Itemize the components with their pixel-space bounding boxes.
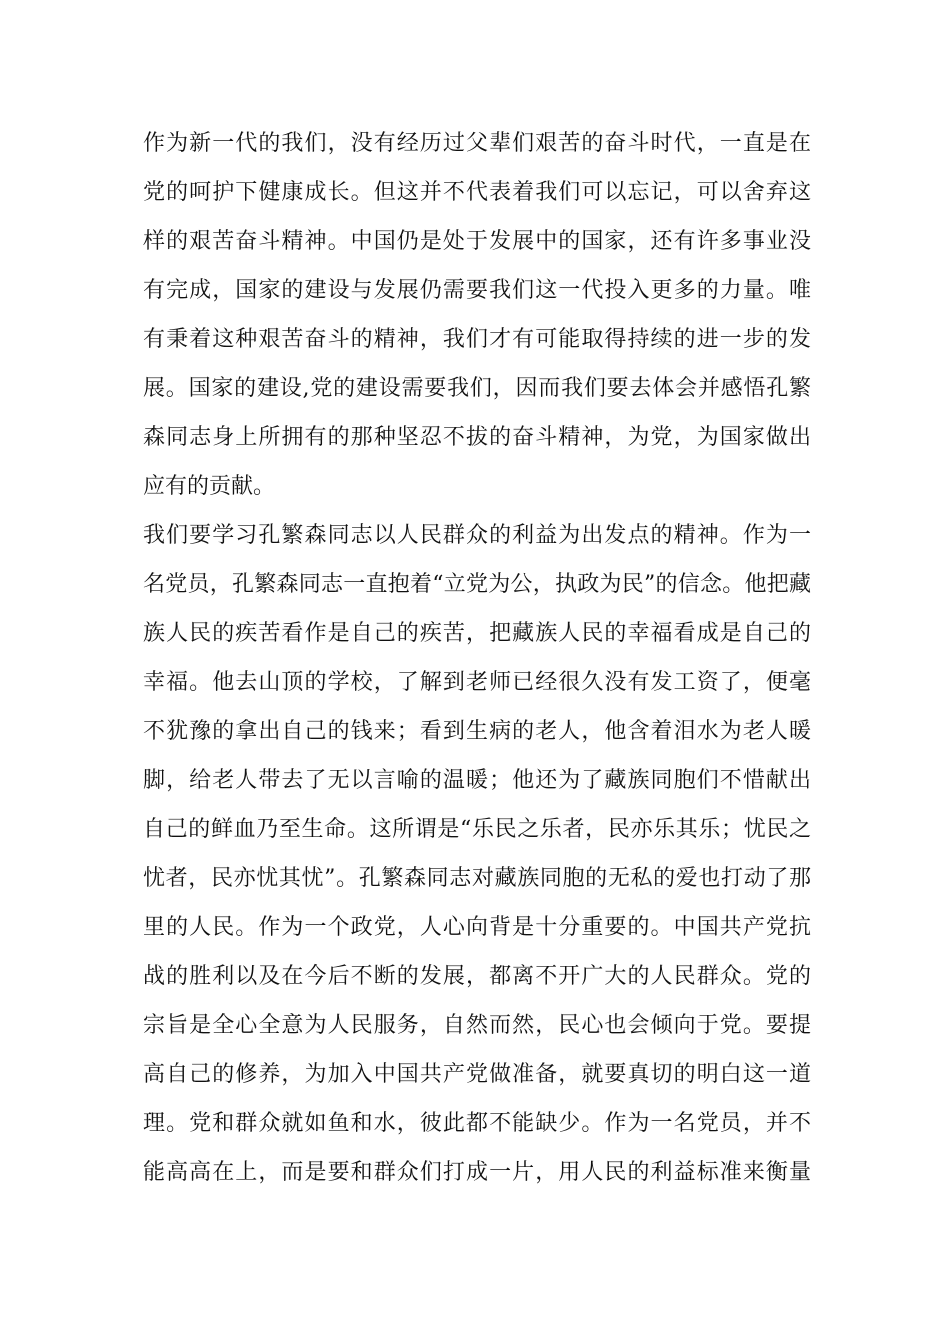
document-body [143, 119, 811, 1197]
text-line: 自己的鲜血乃至生命。这所谓是“乐民之乐者，民亦乐其乐；忧民之 [143, 817, 811, 842]
paragraph-1 [143, 119, 811, 511]
text-line: 族人民的疾苦看作是自己的疾苦，把藏族人民的幸福看成是自己的 [143, 621, 811, 646]
text-line: 展。国家的建设,党的建设需要我们，因而我们要去体会并感悟孔繁 [143, 376, 811, 401]
text-line: 高自己的修养，为加入中国共产党做准备，就要真切的明白这一道 [143, 1062, 811, 1087]
text-line: 样的艰苦奋斗精神。中国仍是处于发展中的国家，还有许多事业没 [143, 229, 811, 254]
text-line: 宗旨是全心全意为人民服务，自然而然，民心也会倾向于党。要提 [143, 1013, 811, 1038]
text-line: 名党员，孔繁森同志一直抱着“立党为公，执政为民”的信念。他把藏 [143, 572, 811, 597]
text-line: 幸福。他去山顶的学校，了解到老师已经很久没有发工资了，便毫 [143, 670, 811, 695]
text-line: 应有的贡献。 [143, 474, 276, 499]
text-line: 不犹豫的拿出自己的钱来；看到生病的老人，他含着泪水为老人暖 [143, 719, 811, 744]
text-line: 作为新一代的我们，没有经历过父辈们艰苦的奋斗时代，一直是在 [143, 131, 811, 156]
text-line: 忧者，民亦忧其忧”。孔繁森同志对藏族同胞的无私的爱也打动了那 [143, 866, 811, 891]
text-line: 里的人民。作为一个政党，人心向背是十分重要的。中国共产党抗 [143, 915, 811, 940]
text-line: 有完成，国家的建设与发展仍需要我们这一代投入更多的力量。唯 [143, 278, 811, 303]
text-line: 我们要学习孔繁森同志以人民群众的利益为出发点的精神。作为一 [143, 523, 811, 548]
text-line: 有秉着这种艰苦奋斗的精神，我们才有可能取得持续的进一步的发 [143, 327, 811, 352]
paragraph-2 [143, 511, 811, 1197]
text-line: 理。党和群众就如鱼和水，彼此都不能缺少。作为一名党员，并不 [143, 1111, 811, 1136]
text-line: 党的呵护下健康成长。但这并不代表着我们可以忘记，可以舍弃这 [143, 180, 811, 205]
text-line: 脚，给老人带去了无以言喻的温暖；他还为了藏族同胞们不惜献出 [143, 768, 811, 793]
text-line: 森同志身上所拥有的那种坚忍不拔的奋斗精神，为党，为国家做出 [143, 425, 811, 450]
text-line: 战的胜利以及在今后不断的发展，都离不开广大的人民群众。党的 [143, 964, 811, 989]
text-line: 能高高在上，而是要和群众们打成一片，用人民的利益标准来衡量 [143, 1160, 811, 1185]
